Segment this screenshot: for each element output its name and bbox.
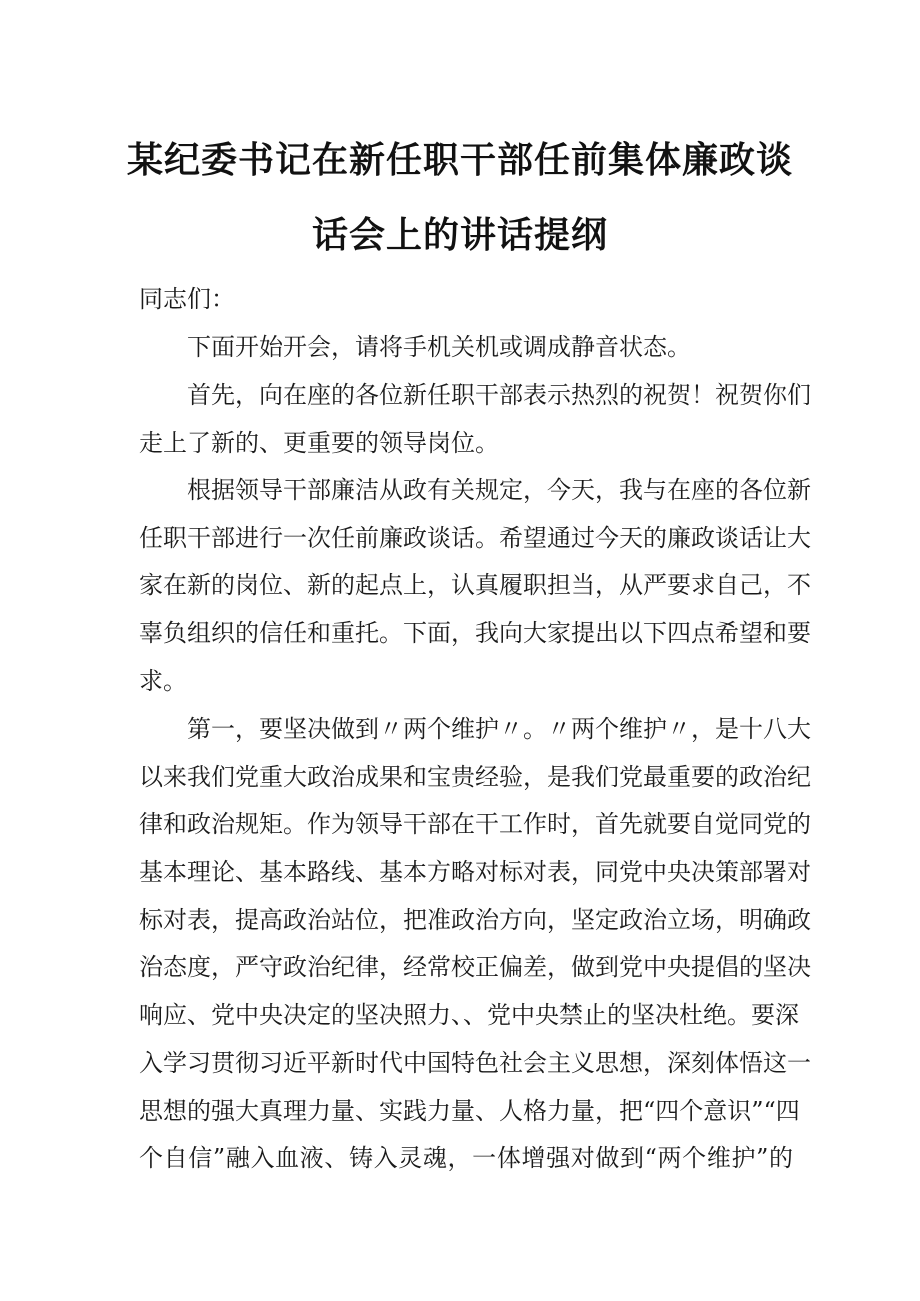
paragraph-line: 家在新的岗位、新的起点上，认真履职担当，从严要求自己，不 xyxy=(139,571,811,599)
document-title-line-2: 话会上的讲话提纲 xyxy=(311,215,608,256)
paragraph-line: 求。 xyxy=(139,667,187,695)
paragraph-line: 个自信”融入血液、铸入灵魂，一体增强对做到“两个维护”的 xyxy=(139,1144,793,1172)
paragraph-line: 标对表，提高政治站位，把准政治方向，坚定政治立场，明确政 xyxy=(139,906,811,934)
paragraph-line: 任职干部进行一次任前廉政谈话。希望通过今天的廉政谈话让大 xyxy=(139,524,811,552)
paragraph-line: 入学习贯彻习近平新时代中国特色社会主义思想，深刻体悟这一 xyxy=(139,1049,811,1077)
paragraph-line: 治态度，严守政治纪律，经常校正偏差，做到党中央提倡的坚决 xyxy=(139,953,811,981)
paragraph-line: 基本理论、基本路线、基本方略对标对表，同党中央决策部署对 xyxy=(139,858,811,886)
paragraph-line: 根据领导干部廉洁从政有关规定，今天，我与在座的各位新 xyxy=(187,476,811,504)
paragraph-line: 首先，向在座的各位新任职干部表示热烈的祝贺！祝贺你们 xyxy=(187,381,811,409)
paragraph-line: 第一，要坚决做到〃两个维护〃。〃两个维护〃，是十八大 xyxy=(187,715,811,743)
paragraph-line: 思想的强大真理力量、实践力量、人格力量，把“四个意识”“四 xyxy=(139,1097,800,1125)
paragraph-line: 响应、党中央决定的坚决照力、、党中央禁止的坚决杜绝。要深 xyxy=(139,1001,799,1029)
paragraph-line: 走上了新的、更重要的领导岗位。 xyxy=(139,429,499,457)
paragraph-line: 辜负组织的信任和重托。下面，我向大家提出以下四点希望和要 xyxy=(139,619,811,647)
paragraph-line: 以来我们党重大政治成果和宝贵经验，是我们党最重要的政治纪 xyxy=(139,763,811,791)
paragraph-line: 律和政治规矩。作为领导干部在干工作时，首先就要自觉同党的 xyxy=(139,810,811,838)
salutation: 同志们： xyxy=(139,285,235,313)
paragraph-line: 下面开始开会，请将手机关机或调成静音状态。 xyxy=(187,333,691,361)
document-title-line-1: 某纪委书记在新任职干部任前集体廉政谈 xyxy=(126,140,793,181)
